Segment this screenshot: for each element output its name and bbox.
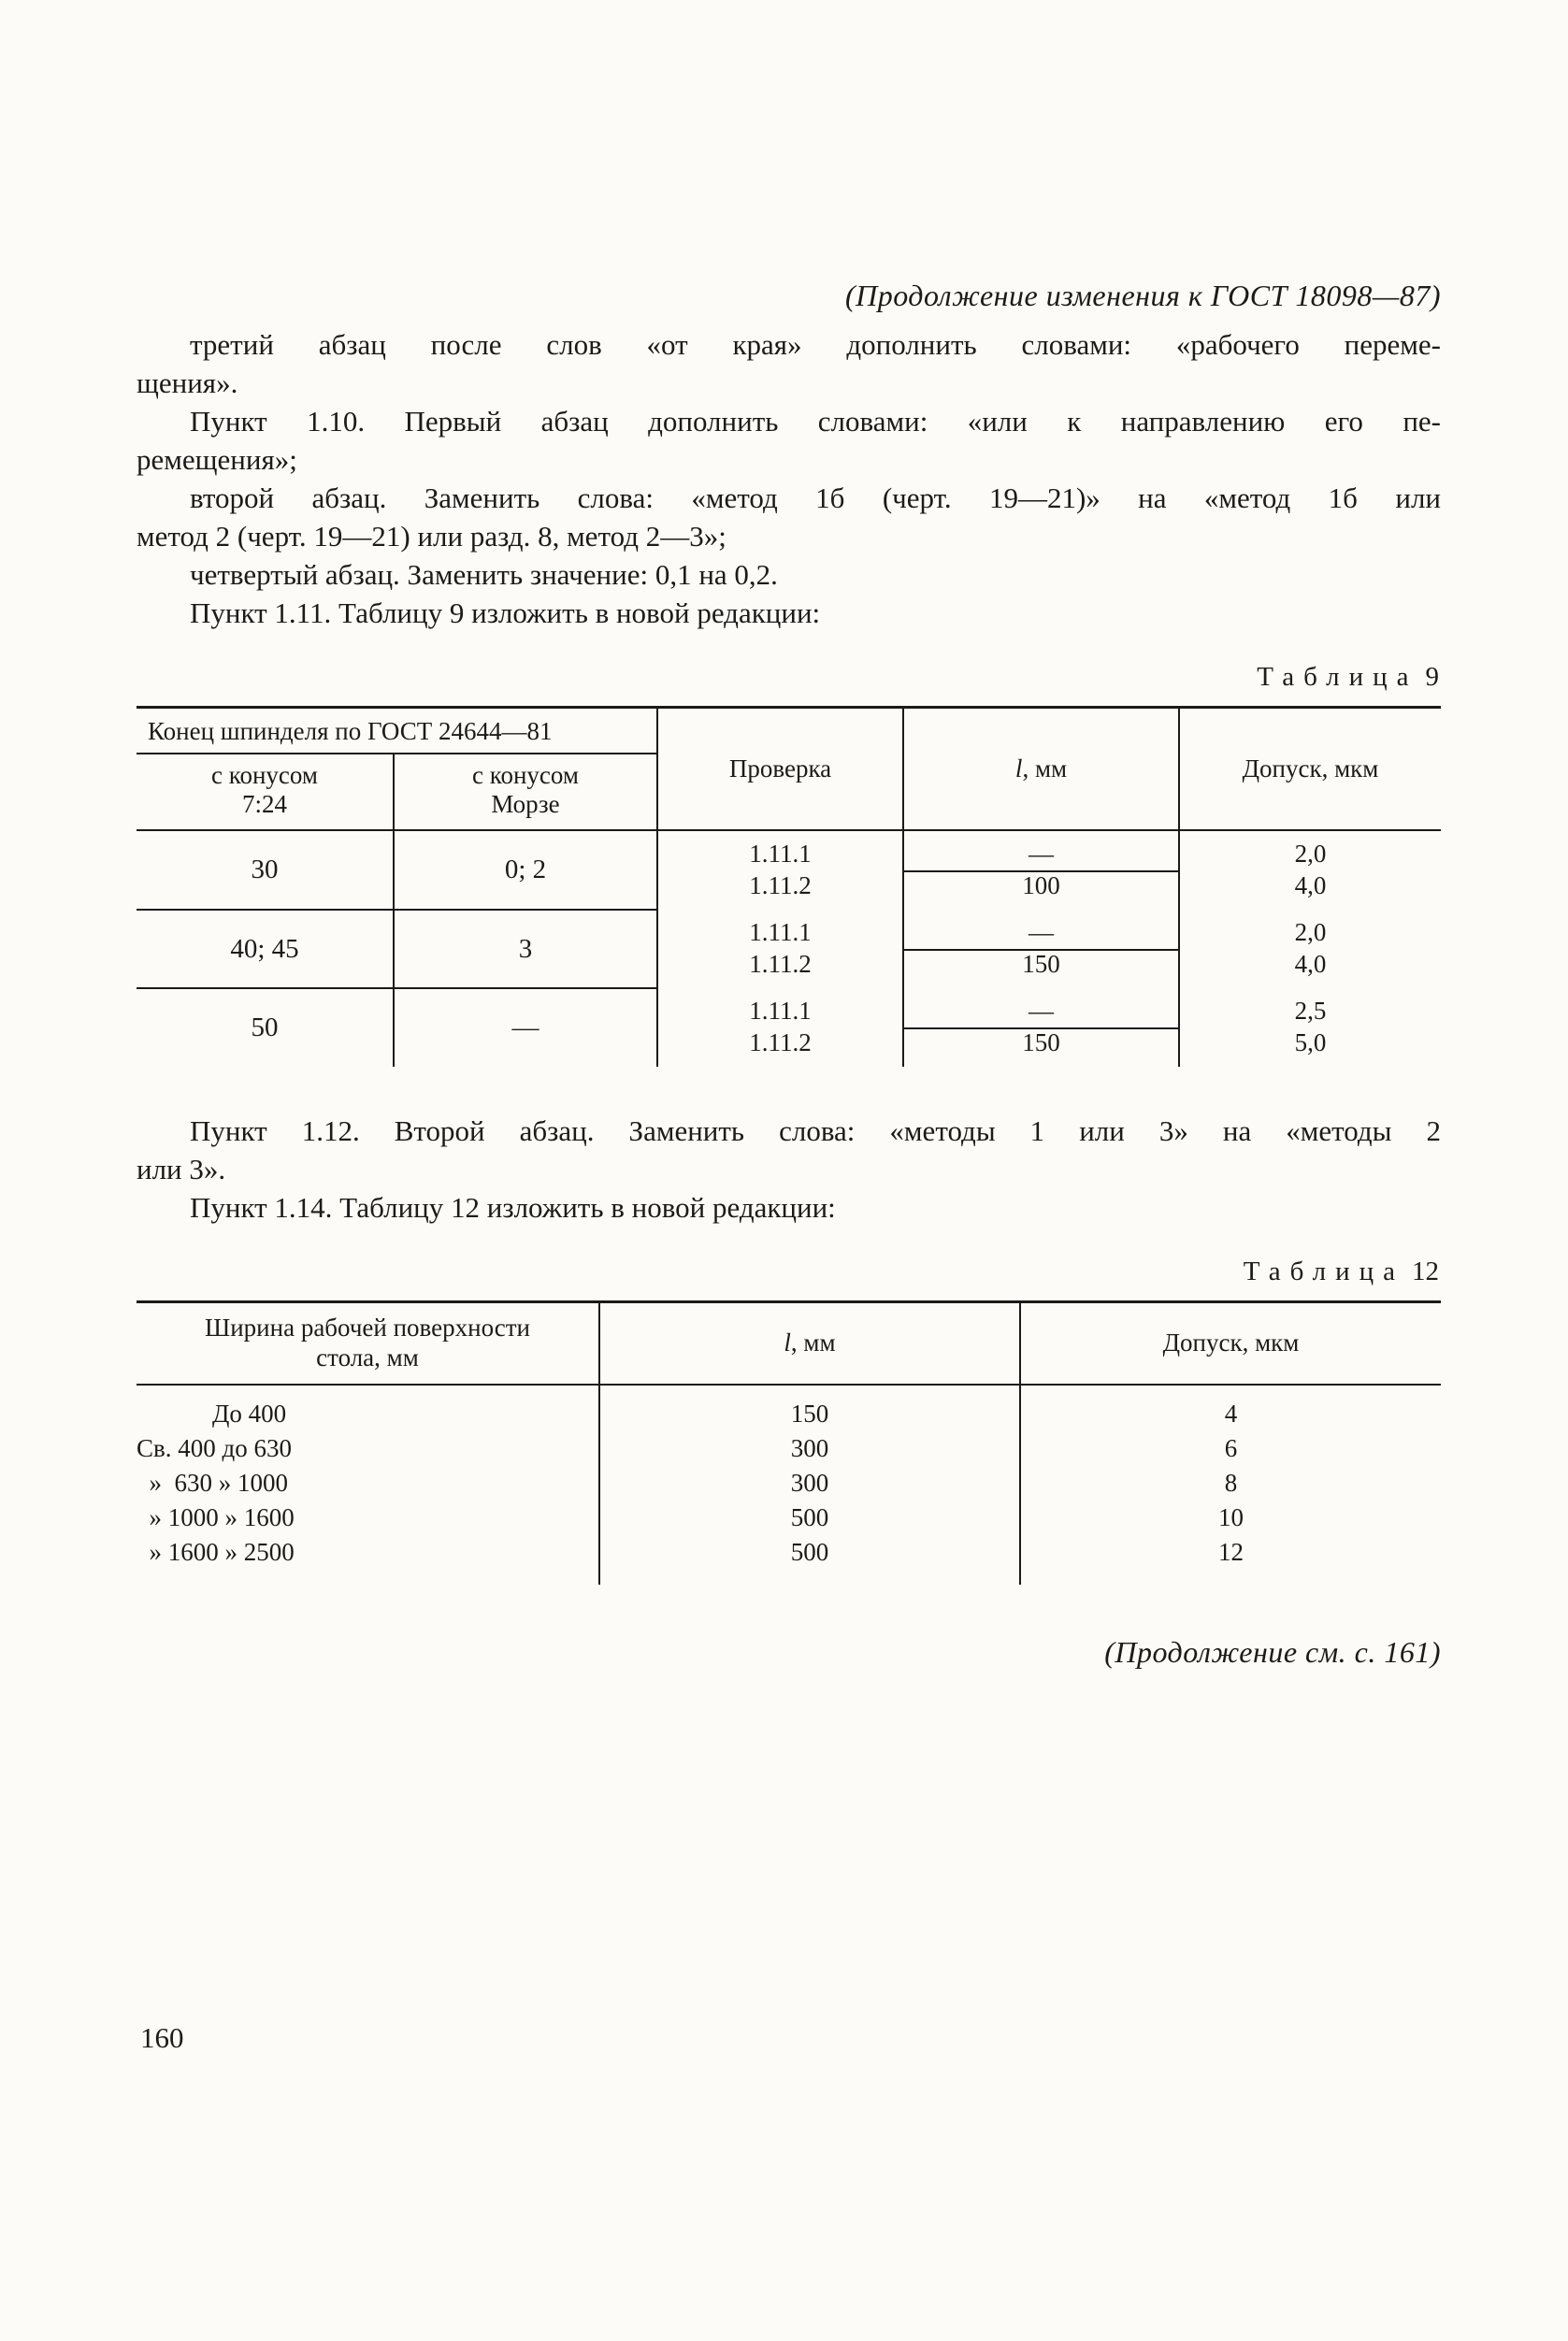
paragraph-line: метод 2 (черт. 19—21) или разд. 8, метод 2—3»; — [137, 520, 726, 553]
tolerance-value: 4 — [1224, 1400, 1238, 1428]
column-width-values — [137, 1385, 599, 1585]
table9-header-cone-724 — [137, 754, 394, 830]
table-row — [137, 830, 1441, 910]
tolerance-value: 4,0 — [1294, 950, 1327, 978]
check-ref: 1.11.1 — [749, 918, 812, 946]
l-value: 150 — [790, 1400, 829, 1428]
table9-header-spindle-end: Конец шпинделя по ГОСТ 24644—81 — [137, 708, 657, 754]
paragraph-line: ремещения»; — [137, 443, 297, 476]
table-caption-number: 9 — [1425, 662, 1439, 692]
page-content — [137, 277, 1441, 1671]
table12-header-l — [599, 1302, 1020, 1386]
l-value: 500 — [790, 1538, 829, 1566]
width-range: » 630 » 1000 — [137, 1469, 288, 1497]
l-unit: , мм — [1022, 754, 1068, 783]
tolerance-value: 4,0 — [1294, 871, 1327, 899]
header-line: с конусом — [472, 761, 579, 789]
table12-header-row — [137, 1302, 1441, 1386]
cell-cone-724: 40; 45 — [137, 910, 394, 988]
cell-l — [903, 988, 1179, 1067]
tolerance-value: 2,0 — [1294, 840, 1327, 868]
l-symbol: l — [1014, 754, 1023, 783]
l-value: 150 — [1022, 950, 1060, 978]
table9 — [137, 706, 1441, 1067]
table-caption-word: Таблица — [1243, 1257, 1404, 1286]
table12-caption — [137, 1257, 1439, 1287]
header-line: 7:24 — [241, 790, 287, 818]
paragraph-line: четвертый абзац. Заменить значение: 0,1 на 0,2. — [190, 558, 778, 591]
table-row — [137, 910, 1441, 988]
amendment-text-block — [137, 1112, 1441, 1227]
cell-cone-724: 30 — [137, 830, 394, 910]
tolerance-value: 8 — [1224, 1469, 1238, 1497]
l-unit: , мм — [790, 1328, 836, 1357]
check-ref: 1.11.2 — [749, 950, 812, 978]
header-line: Морзе — [491, 790, 560, 818]
tolerance-value: 2,0 — [1294, 918, 1327, 946]
edition-note: (Продолжение изменения к ГОСТ 18098—87) — [844, 279, 1441, 312]
continuation-note: (Продолжение см. с. 161) — [1104, 1635, 1441, 1669]
check-ref: 1.11.1 — [749, 997, 812, 1025]
cell-check — [657, 988, 903, 1067]
table9-header-check: Проверка — [657, 708, 903, 831]
tolerance-value: 10 — [1218, 1503, 1244, 1531]
l-value: — — [1029, 840, 1055, 868]
l-value: — — [1029, 997, 1055, 1025]
width-range: Св. 400 до 630 — [137, 1434, 292, 1462]
header-line: с конусом — [211, 761, 318, 789]
check-ref: 1.11.2 — [749, 1028, 812, 1056]
cell-tolerance — [1179, 830, 1441, 910]
l-symbol: l — [784, 1328, 791, 1357]
l-value: 300 — [790, 1434, 829, 1462]
page-number: 160 — [140, 2021, 184, 2054]
width-range: До 400 — [137, 1400, 287, 1428]
l-value: — — [1029, 918, 1055, 946]
cell-tolerance — [1179, 910, 1441, 988]
paragraph-line: или 3». — [137, 1153, 226, 1185]
paragraph-line: второй абзац. Заменить слова: «метод 1б (черт. 19—21)» на «метод 1б или — [190, 481, 1441, 514]
cell-cone-morse: — — [394, 988, 657, 1067]
table9-caption — [137, 662, 1439, 693]
table-row — [137, 988, 1441, 1067]
table9-header-cone-morse — [394, 754, 657, 830]
table12-header-tolerance: Допуск, мкм — [1020, 1302, 1441, 1386]
paragraph-line: Пункт 1.10. Первый абзац дополнить словами: «или к направлению его пе- — [190, 405, 1441, 438]
l-value: 150 — [1022, 1028, 1060, 1056]
tolerance-value: 6 — [1224, 1434, 1238, 1462]
header-line: стола, мм — [316, 1343, 419, 1372]
table9-header-tolerance: Допуск, мкм — [1179, 708, 1441, 831]
table12 — [137, 1300, 1441, 1585]
table9-header-row-1 — [137, 708, 1441, 754]
cell-cone-morse: 0; 2 — [394, 830, 657, 910]
table-caption-word: Таблица — [1257, 662, 1418, 692]
l-value: 500 — [790, 1503, 829, 1531]
cell-l — [903, 830, 1179, 910]
table12-body-row — [137, 1385, 1441, 1585]
cell-cone-724: 50 — [137, 988, 394, 1067]
paragraph-line: Пункт 1.14. Таблицу 12 изложить в новой редакции: — [190, 1191, 836, 1224]
paragraph-line: щения». — [137, 366, 238, 399]
width-range: » 1600 » 2500 — [137, 1538, 295, 1566]
amendment-text-block — [137, 325, 1441, 632]
column-tolerance-values — [1020, 1385, 1441, 1585]
header-line: Ширина рабочей поверхности — [205, 1314, 530, 1342]
cell-cone-morse: 3 — [394, 910, 657, 988]
cell-l — [903, 910, 1179, 988]
table-caption-number: 12 — [1412, 1257, 1439, 1286]
cell-check — [657, 910, 903, 988]
tolerance-value: 12 — [1218, 1538, 1244, 1566]
check-ref: 1.11.1 — [749, 840, 812, 868]
tolerance-value: 2,5 — [1294, 997, 1327, 1025]
l-value: 300 — [790, 1469, 829, 1497]
paragraph-line: Пункт 1.12. Второй абзац. Заменить слова: «методы 1 или 3» на «методы 2 — [190, 1114, 1441, 1147]
table9-header-l — [903, 708, 1179, 831]
paragraph-line: Пункт 1.11. Таблицу 9 изложить в новой редакции: — [190, 596, 821, 629]
tolerance-value: 5,0 — [1294, 1028, 1327, 1056]
cell-check — [657, 830, 903, 910]
l-value: 100 — [1022, 871, 1060, 899]
column-l-values — [599, 1385, 1020, 1585]
cell-tolerance — [1179, 988, 1441, 1067]
check-ref: 1.11.2 — [749, 871, 812, 899]
paragraph-line: третий абзац после слов «от края» дополнить словами: «рабочего переме- — [190, 328, 1441, 361]
width-range: » 1000 » 1600 — [137, 1503, 295, 1531]
table12-header-width — [137, 1302, 599, 1386]
